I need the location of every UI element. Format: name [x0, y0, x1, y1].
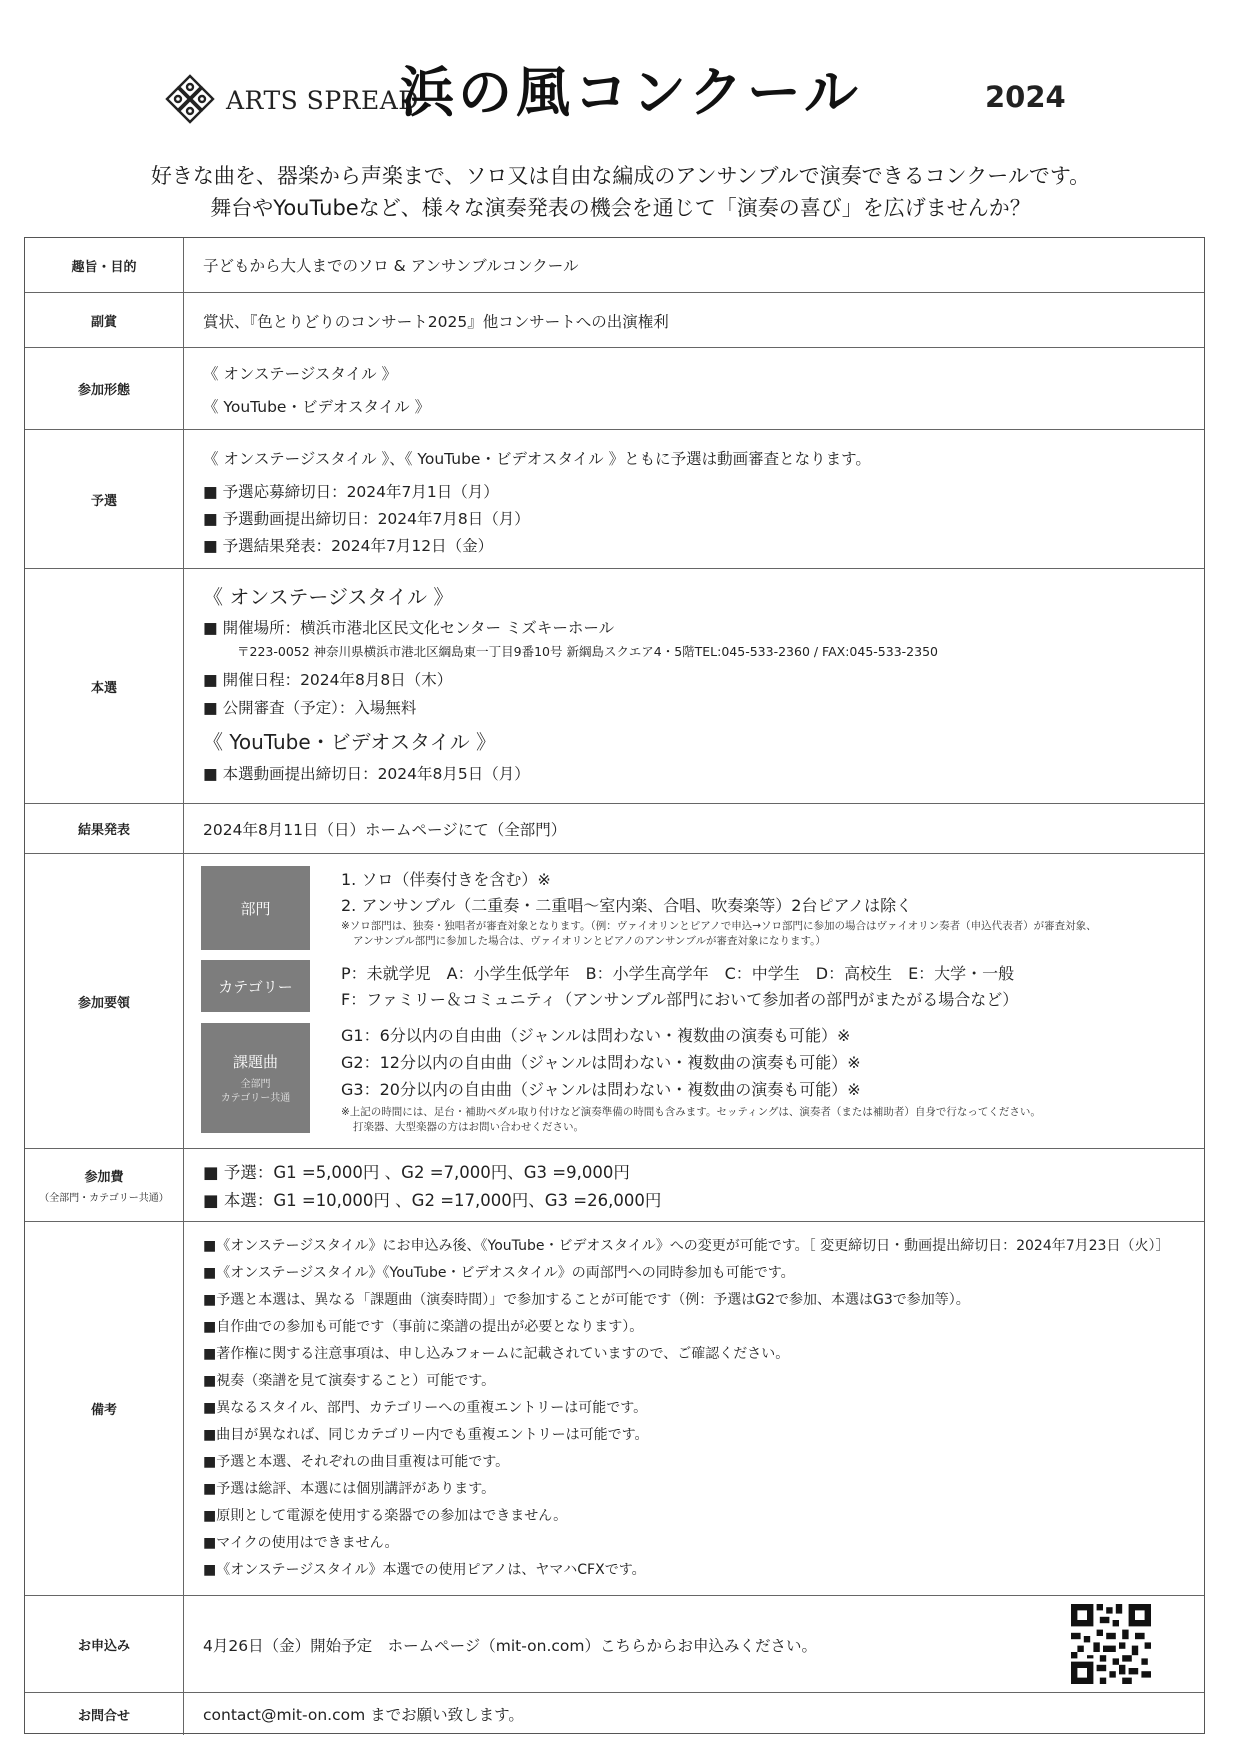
brand-name: ARTS SPREAD	[226, 86, 419, 115]
piece-note-2: 打楽器、大型楽器の方はお問い合わせください。	[353, 1121, 584, 1133]
note-item: ■予選は総評、本選には個別講評があります。	[203, 1481, 496, 1497]
prelim-line-1: 《 オンステージスタイル 》、《 YouTube・ビデオスタイル 》ともに予選は動画審査となります。	[203, 450, 871, 468]
row-apply	[25, 1595, 1204, 1692]
qr-code-icon[interactable]	[1071, 1604, 1151, 1684]
final-public: ■ 公開審査（予定）：入場無料	[203, 699, 417, 717]
division-line-1: 1. ソロ（伴奏付きを含む）※	[341, 870, 551, 889]
row-requirements	[25, 853, 1204, 1148]
title-year: 2024	[985, 80, 1066, 114]
header	[0, 58, 1241, 128]
results-text: 2024年8月11日（日）ホームページにて（全部門）	[203, 821, 567, 839]
note-item: ■著作権に関する注意事項は、申し込みフォームに記載されていますので、ご確認ください。	[203, 1346, 790, 1362]
row-content-apply	[203, 1596, 1196, 1692]
row-label-fee	[25, 1149, 184, 1221]
arts-spread-logo-icon	[163, 72, 217, 126]
row-content-prelim	[203, 430, 1196, 568]
division-box-label: 部門	[240, 899, 271, 918]
row-fee	[25, 1148, 1204, 1221]
row-content-fee	[203, 1149, 1196, 1221]
piece-box-sub-2: カテゴリー共通	[220, 1092, 291, 1104]
piece-box-sub	[221, 1078, 291, 1106]
row-label-contact: お問合せ	[25, 1693, 184, 1735]
row-content-prize	[203, 293, 1196, 347]
prelim-line-3: ■ 予選動画提出締切日：2024年7月8日（月）	[203, 510, 530, 528]
row-contact	[25, 1692, 1204, 1735]
piece-line-2: G2：12分以内の自由曲（ジャンルは問わない・複数曲の演奏も可能）※	[341, 1053, 861, 1072]
row-format	[25, 347, 1204, 429]
row-content-purpose	[203, 238, 1196, 292]
row-content-contact	[203, 1693, 1196, 1735]
intro-line-2: 舞台やYouTubeなど、様々な演奏発表の機会を通じて「演奏の喜び」を広げませんか？	[210, 196, 1031, 220]
row-content-requirements	[341, 854, 1196, 1148]
row-label-notes: 備考	[25, 1222, 184, 1595]
piece-box-sub-1: 全部門	[240, 1078, 271, 1090]
note-item: ■曲目が異なれば、同じカテゴリー内でも重複エントリーは可能です。	[203, 1427, 649, 1443]
category-line-1: P：未就学児 A：小学生低学年 B：小学生高学年 C：中学生 D：高校生 E：大学・一般	[341, 964, 1015, 983]
row-prize	[25, 292, 1204, 347]
division-line-2: 2. アンサンブル（二重奏・二重唱〜室内楽、合唱、吹奏楽等）2台ピアノは除く	[341, 896, 913, 915]
piece-line-1: G1：6分以内の自由曲（ジャンルは問わない・複数曲の演奏も可能）※	[341, 1026, 851, 1045]
page-title: 浜の風コンクール	[400, 61, 862, 124]
note-item: ■自作曲での参加も可能です（事前に楽譜の提出が必要となります）。	[203, 1319, 644, 1335]
row-label-requirements: 参加要領	[25, 854, 184, 1148]
row-label-apply: お申込み	[25, 1596, 184, 1692]
prize-text: 賞状、『色とりどりのコンサート2025』他コンサートへの出演権利	[203, 313, 669, 331]
category-box	[201, 960, 310, 1012]
row-content-final	[203, 569, 1196, 803]
row-content-format	[203, 348, 1196, 429]
note-item: ■予選と本選、それぞれの曲目重複は可能です。	[203, 1454, 510, 1470]
final-address: 〒223-0052 神奈川県横浜市港北区綱島東一丁目9番10号 新綱島スクエア4・5階TEL:045-533-2360 / FAX:045-533-2350	[237, 644, 938, 659]
purpose-text: 子どもから大人までのソロ & アンサンブルコンクール	[203, 257, 579, 275]
contact-text[interactable]: contact@mit-on.com までお願い致します。	[203, 1706, 524, 1724]
format-line-1: 《 オンステージスタイル 》	[203, 365, 397, 383]
note-item: ■マイクの使用はできません。	[203, 1535, 399, 1551]
note-item: ■視奏（楽譜を見て演奏すること）可能です。	[203, 1373, 496, 1389]
row-results	[25, 803, 1204, 853]
division-box	[201, 866, 310, 950]
note-item: ■《オンステージスタイル》本選での使用ピアノは、ヤマハCFXです。	[203, 1562, 646, 1578]
info-table	[24, 237, 1205, 1734]
final-deadline: ■ 本選動画提出締切日：2024年8月5日（月）	[203, 765, 530, 783]
fee-label: 参加費	[84, 1170, 124, 1185]
row-label-final: 本選	[25, 569, 184, 803]
final-heading-youtube: 《 YouTube・ビデオスタイル 》	[203, 730, 497, 754]
fee-line-1: ■ 予選：G1 =5,000円 、G2 =7,000円、G3 =9,000円	[203, 1163, 630, 1182]
category-box-label: カテゴリー	[218, 977, 293, 996]
piece-box	[201, 1023, 310, 1133]
row-label-results: 結果発表	[25, 804, 184, 853]
division-note-2: アンサンブル部門に参加した場合は、ヴァイオリンとピアノのアンサンブルが審査対象になります。）	[353, 935, 826, 947]
intro-line-1: 好きな曲を、器楽から声楽まで、ソロ又は自由な編成のアンサンブルで演奏できるコンクールです。	[150, 164, 1091, 188]
prelim-line-4: ■ 予選結果発表：2024年7月12日（金）	[203, 537, 494, 555]
fee-line-2: ■ 本選：G1 =10,000円 、G2 =17,000円、G3 =26,000円	[203, 1191, 662, 1210]
final-venue: ■ 開催場所：横浜市港北区民文化センター ミズキーホール	[203, 619, 615, 637]
row-label-prelim: 予選	[25, 430, 184, 568]
final-date: ■ 開催日程：2024年8月8日（木）	[203, 671, 453, 689]
division-note-1: ※ソロ部門は、独奏・独唱者が審査対象となります。（例：ヴァイオリンとピアノで申込→ソロ部門に参加の場合はヴァイオリン奏者（申込代表者）が審査対象、	[341, 920, 1097, 932]
prelim-line-2: ■ 予選応募締切日：2024年7月1日（月）	[203, 483, 499, 501]
note-item: ■異なるスタイル、部門、カテゴリーへの重複エントリーは可能です。	[203, 1400, 648, 1416]
fee-label-sub: （全部門・カテゴリー共通）	[39, 1193, 169, 1204]
row-prelim	[25, 429, 1204, 568]
note-item: ■原則として電源を使用する楽器での参加はできません。	[203, 1508, 568, 1524]
row-label-purpose: 趣旨・目的	[25, 238, 184, 292]
row-label-format: 参加形態	[25, 348, 184, 429]
row-final	[25, 568, 1204, 803]
final-heading-onstage: 《 オンステージスタイル 》	[203, 585, 454, 609]
row-notes	[25, 1221, 1204, 1595]
note-item: ■《オンステージスタイル》にお申込み後、《YouTube・ビデオスタイル》への変更が可能です。［ 変更締切日・動画提出締切日：2024年7月23日（火）］	[203, 1238, 1170, 1254]
note-item: ■予選と本選は、異なる「課題曲（演奏時間）」で参加することが可能です（例：予選はG2で参加、本選はG3で参加等）。	[203, 1292, 970, 1308]
format-line-2: 《 YouTube・ビデオスタイル 》	[203, 398, 431, 416]
row-content-results	[203, 804, 1196, 853]
row-purpose	[25, 238, 1204, 292]
row-content-notes	[203, 1222, 1196, 1595]
piece-note-1: ※上記の時間には、足台・補助ペダル取り付けなど演奏準備の時間も含みます。セッティングは、演奏者（または補助者）自身で行なってください。	[341, 1106, 1041, 1118]
note-item: ■《オンステージスタイル》《YouTube・ビデオスタイル》の両部門への同時参加も可能です。	[203, 1265, 795, 1281]
row-label-prize: 副賞	[25, 293, 184, 347]
category-line-2: F：ファミリー＆コミュニティ（アンサンブル部門において参加者の部門がまたがる場合など）	[341, 990, 1019, 1009]
piece-line-3: G3：20分以内の自由曲（ジャンルは問わない・複数曲の演奏も可能）※	[341, 1080, 861, 1099]
piece-box-label: 課題曲	[232, 1052, 278, 1071]
apply-text: 4月26日（金）開始予定 ホームページ（mit-on.com）こちらからお申込みください。	[203, 1637, 817, 1655]
